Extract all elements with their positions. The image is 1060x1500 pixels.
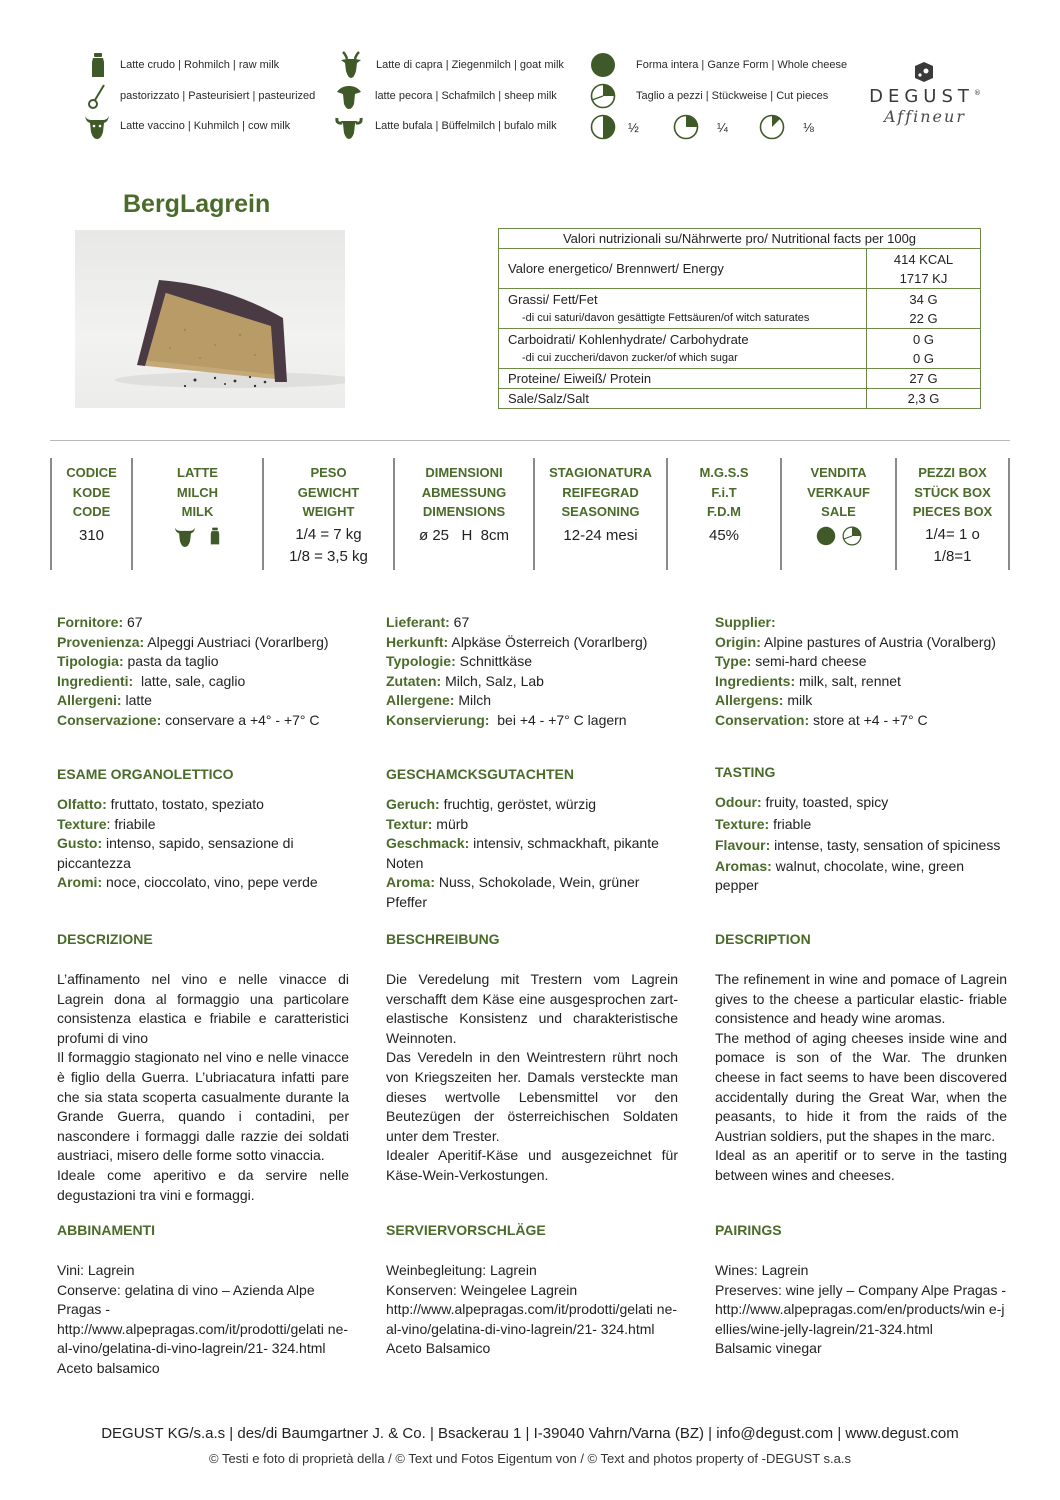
cheese-cube-icon (912, 60, 936, 84)
spec-weight: PESO GEWICHT WEIGHT 1/4 = 7 kg 1/8 = 3,5 kg (262, 458, 393, 570)
spec-seasoning: STAGIONATURA REIFEGRAD SEASONING 12-24 mesi (533, 458, 666, 570)
buffalo-head-icon (335, 112, 363, 140)
cut-pieces-icon (842, 526, 862, 546)
legend-eighth: ⅛ (759, 114, 814, 140)
en-info: Supplier: Origin: Alpine pastures of Austria (Voralberg) Type: semi-hard cheese Ingredients: milk, salt, rennet Allergens: milk Conservation: store at +4 - +7° C (715, 614, 996, 728)
logo-subtitle: Affineur (884, 107, 966, 126)
legend-half: ½ (590, 114, 639, 140)
en-tasting-heading: TASTING (715, 764, 776, 780)
eighth-circle-icon (759, 114, 785, 140)
quarter-circle-icon (673, 114, 699, 140)
de-pairings-heading: SERVIERVORSCHLÄGE (386, 1222, 546, 1238)
whole-circle-icon (816, 526, 836, 546)
footer-address: DEGUST KG/s.a.s | des/di Baumgartner J. & Co. | Bsackerau 1 | I-39040 Vahrn/Varna (BZ) | info@degust.com | www.degust.com (101, 1425, 959, 1442)
it-info: Fornitore: 67 Provenienza: Alpeggi Austriaci (Vorarlberg) Tipologia: pasta da taglio Ingredienti: latte, sale, caglio Allergeni: latte Conservazione: conservare a +4° - +7° C (57, 614, 329, 728)
spec-milk: LATTE MILCH MILK (131, 458, 262, 570)
seasoning-value: 12-24 mesi (563, 527, 638, 544)
fat-value: 34 G 22 G (867, 289, 981, 329)
it-description: L’affinamento nel vino e nelle vinacce di Lagrein dona al formaggio una particolare consistenza elastica e friabile e caratteristici profumi di vino Il formaggio stagionato nel vino e nelle vinacce è figlio della Guerra. L’ubriacatura infatti pare che sia stata scoperta casualmente durante la Grande Guerra, quando i contadini, per nascondere i formaggi dalle razzie dei soldati austriaci, misero delle forme sotto vinaccia. Ideale come aperitivo e da servire nelle degustazioni tra vini e formaggi. (57, 971, 349, 1203)
spec-dimensions: DIMENSIONI ABMESSUNG DIMENSIONS ø 25 H 8cm (393, 458, 533, 570)
salt-value: 2,3 G (867, 389, 981, 409)
cut-pieces-icon (590, 83, 616, 109)
en-pairings-heading: PAIRINGS (715, 1222, 782, 1238)
footer-copyright: © Testi e foto di proprietà della / © Text und Fotos Eigentum von / © Text and photos property of -DEGUST s.a.s (209, 1451, 851, 1466)
dimensions-value: ø 25 H 8cm (418, 527, 510, 544)
de-info: Lieferant: 67 Herkunft: Alpkäse Österreich (Vorarlberg) Typologie: Schnittkäse Zutaten: Milch, Salz, Lab Allergene: Milch Konservierung: bei +4 - +7° C lagern (386, 614, 648, 728)
energy-label: Valore energetico/ Brennwert/ Energy (499, 249, 867, 289)
energy-value: 414 KCAL 1717 KJ (867, 249, 981, 289)
legend (80, 48, 860, 148)
carb-label: Carboidrati/ Kohlenhydrate/ Carbohydrate -di cui zuccheri/davon zucker/of which sugar (499, 329, 867, 369)
cheese-photo (75, 230, 345, 408)
pieces-quarter: 1/4= 1 o (925, 526, 980, 543)
nutrition-header: Valori nutrizionali su/Nährwerte pro/ Nutritional facts per 100g (499, 229, 981, 249)
spec-pieces: PEZZI BOX STÜCK BOX PIECES BOX 1/4= 1 o 1/8=1 (895, 458, 1010, 570)
de-description: Die Veredelung mit Trestern vom Lagrein verschafft dem Käse eine ausgesprochen zart-elastische Konsistenz und charakteristische Weinnoten. Das Veredeln in den Weintrestern rührt noch von Kriegszeiten her. Damals versteckte man dieses wertvolle Lebensmittel vor den Beutezügen der österreichischen Soldaten unter dem Trester. Idealer Aperitif-Käse und ausgezeichnet für Käse-Wein-Verkostungen. (386, 971, 678, 1183)
de-tasting: Geruch: fruchtig, geröstet, würzig Textur: mürb Geschmack: intensiv, schmackhaft, pikante Noten Aroma: Nuss, Schokolade, Wein, grüner Pfeffer (386, 796, 659, 910)
spec-code-value: 310 (78, 527, 105, 544)
fat-dm-value: 45% (708, 527, 740, 544)
en-desc-heading: DESCRIPTION (715, 931, 811, 947)
de-pairing-link[interactable]: http://www.alpepragas.com/it/prodotti/gelati ne-al-vino/gelatina-di-vino-lagrein/21- 324.html (386, 1301, 678, 1337)
cow-head-icon (84, 112, 110, 140)
cow-head-icon (174, 524, 196, 548)
legend-buffalo-milk: Latte bufala | Büffelmilch | bufalo milk (335, 111, 557, 141)
whole-circle-icon (590, 52, 616, 78)
product-title: BergLagrein (123, 190, 271, 218)
spec-sale: VENDITA VERKAUF SALE (780, 458, 895, 570)
legend-cut-pieces: Taglio a pezzi | Stückweise | Cut pieces (590, 81, 828, 111)
it-pairings-heading: ABBINAMENTI (57, 1222, 155, 1238)
milk-bottle-icon (88, 52, 108, 78)
fat-label: Grassi/ Fett/Fet -di cui saturi/davon gesättigte Fettsäuren/of witch saturates (499, 289, 867, 329)
legend-whole-cheese: Forma intera | Ganze Form | Whole cheese (590, 50, 847, 80)
spec-row (50, 458, 1010, 570)
protein-value: 27 G (867, 369, 981, 389)
spec-code: CODICE KODE CODE 310 (50, 458, 131, 570)
goat-head-icon (338, 51, 364, 79)
degust-logo (860, 60, 990, 135)
divider (50, 440, 1010, 441)
carb-value: 0 G 0 G (867, 329, 981, 369)
protein-label: Proteine/ Eiweiß/ Protein (499, 369, 867, 389)
en-pairings: Wines: Lagrein Preserves: wine jelly – Company Alpe Pragas - http://www.alpepragas.com/en/products/win e-jellies/wine-jelly-lagrein/21-324.html Balsamic vinegar (715, 1262, 1007, 1357)
it-pairings: Vini: Lagrein Conserve: gelatina di vino – Azienda Alpe Pragas - http://www.alpepragas.com/it/prodotti/gelati ne-al-vino/gelatina-di-vino-lagrein/21- 324.html Aceto balsamico (57, 1262, 349, 1376)
half-circle-icon (590, 114, 616, 140)
de-tasting-heading: GESCHAMCKSGUTACHTEN (386, 766, 574, 782)
weight-eighth: 1/8 = 3,5 kg (289, 548, 368, 565)
milk-bottle-icon (208, 525, 222, 547)
legend-sheep-milk: latte pecora | Schafmilch | sheep milk (335, 81, 557, 111)
en-pairing-link[interactable]: http://www.alpepragas.com/en/products/win e-jellies/wine-jelly-lagrein/21-324.html (715, 1301, 1005, 1337)
cheese-wedge-image (75, 230, 345, 408)
legend-pasteurized: pastorizzato | Pasteurisiert | pasteurized (88, 81, 315, 111)
sheep-head-icon (335, 82, 363, 110)
thermometer-icon (88, 83, 108, 109)
salt-label: Sale/Salz/Salt (499, 389, 867, 409)
de-desc-heading: BESCHREIBUNG (386, 931, 500, 947)
pieces-eighth: 1/8=1 (933, 548, 972, 565)
logo-brand: DEGUST® (869, 86, 981, 107)
legend-goat-milk: Latte di capra | Ziegenmilch | goat milk (338, 50, 564, 80)
en-description: The refinement in wine and pomace of Lagrein gives to the cheese a particular elastic- friable consistence and heady wine aromas. The method of aging cheeses inside wine and pomace is son of the War. The drunken cheese in fact seems to have been discovered accidentally during the Great War, when the peasants, to hide it from the raids of the Austrian soldiers, put the shapes in the marc. Ideal as an aperitif or to serve in the tasting between wines and cheeses. (715, 971, 1007, 1183)
spec-fat: M.G.S.S F.i.T F.D.M 45% (666, 458, 780, 570)
en-tasting: Odour: fruity, toasted, spicy Texture: friable Flavour: intense, tasty, sensation of spiciness Aromas: walnut, chocolate, wine, green pepper (715, 794, 1001, 894)
legend-raw-milk: Latte crudo | Rohmilch | raw milk (88, 50, 279, 80)
it-tasting: Olfatto: fruttato, tostato, speziato Texture: friabile Gusto: intenso, sapido, sensazione di piccantezza Aromi: noce, cioccolato, vino, pepe verde (57, 796, 318, 891)
weight-quarter: 1/4 = 7 kg (295, 526, 362, 543)
de-pairings: Weinbegleitung: Lagrein Konserven: Weingelee Lagrein http://www.alpepragas.com/it/prodotti/gelati ne-al-vino/gelatina-di-vino-lagrein/21- 324.html Aceto Balsamico (386, 1262, 678, 1357)
it-pairing-link[interactable]: http://www.alpepragas.com/it/prodotti/gelati ne-al-vino/gelatina-di-vino-lagrein/21- 324.html (57, 1320, 349, 1357)
it-tasting-heading: ESAME ORGANOLETTICO (57, 766, 234, 782)
nutrition-table (498, 228, 981, 409)
legend-quarter: ¼ (673, 114, 728, 140)
legend-cow-milk: Latte vaccino | Kuhmilch | cow milk (84, 111, 290, 141)
it-desc-heading: DESCRIZIONE (57, 931, 153, 947)
